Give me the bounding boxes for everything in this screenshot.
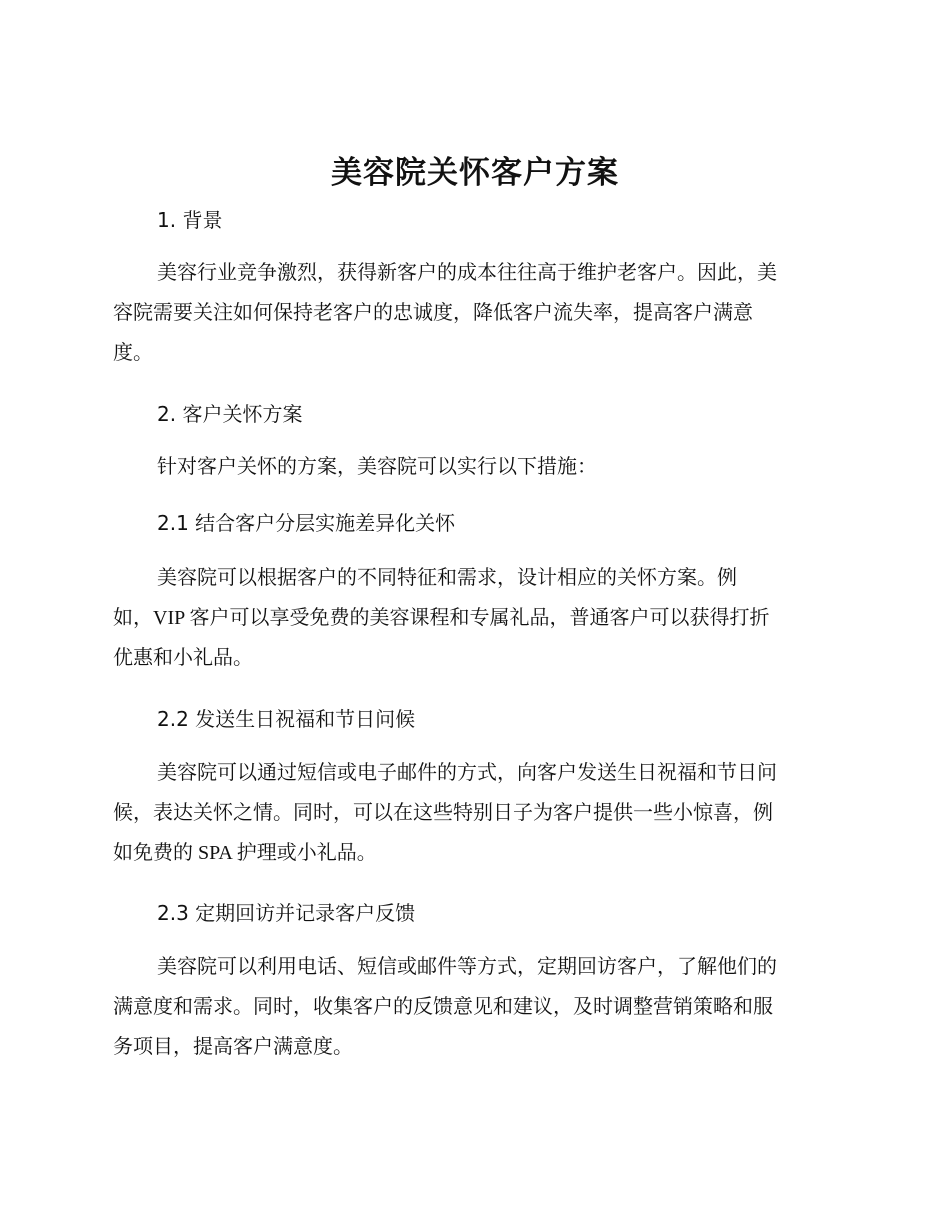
paragraph-line: 务项目，提高客户满意度。	[113, 1036, 353, 1058]
paragraph-line: 度。	[113, 342, 153, 364]
section-paragraph-background	[113, 253, 833, 373]
paragraph-line: 针对客户关怀的方案，美容院可以实行以下措施：	[157, 456, 597, 478]
section-heading-tiered-care: 2.1 结合客户分层实施差异化关怀	[157, 511, 456, 535]
paragraph-line: 候，表达关怀之情。同时，可以在这些特别日子为客户提供一些小惊喜，例	[113, 802, 773, 824]
section-heading-care-plan: 2. 客户关怀方案	[157, 402, 303, 426]
section-paragraph-care-plan	[113, 447, 833, 487]
section-heading-follow-up: 2.3 定期回访并记录客户反馈	[157, 901, 416, 925]
paragraph-line: 如免费的 SPA 护理或小礼品。	[113, 842, 377, 864]
paragraph-line: 美容院可以利用电话、短信或邮件等方式，定期回访客户，了解他们的	[157, 956, 777, 978]
section-paragraph-follow-up	[113, 947, 833, 1067]
paragraph-line: 美容院可以通过短信或电子邮件的方式，向客户发送生日祝福和节日问	[157, 762, 777, 784]
paragraph-line: 优惠和小礼品。	[113, 647, 253, 669]
paragraph-line: 满意度和需求。同时，收集客户的反馈意见和建议，及时调整营销策略和服	[113, 996, 773, 1018]
section-paragraph-tiered-care	[113, 558, 833, 678]
paragraph-line: 容院需要关注如何保持老客户的忠诚度，降低客户流失率，提高客户满意	[113, 302, 753, 324]
document-title: 美容院关怀客户方案	[331, 155, 619, 191]
section-paragraph-greetings	[113, 753, 833, 873]
paragraph-line: 美容院可以根据客户的不同特征和需求，设计相应的关怀方案。例	[157, 567, 737, 589]
section-heading-greetings: 2.2 发送生日祝福和节日问候	[157, 707, 416, 731]
section-heading-background: 1. 背景	[157, 208, 223, 232]
paragraph-line: 如，VIP 客户可以享受免费的美容课程和专属礼品，普通客户可以获得打折	[113, 607, 770, 629]
paragraph-line: 美容行业竞争激烈，获得新客户的成本往往高于维护老客户。因此，美	[157, 262, 777, 284]
